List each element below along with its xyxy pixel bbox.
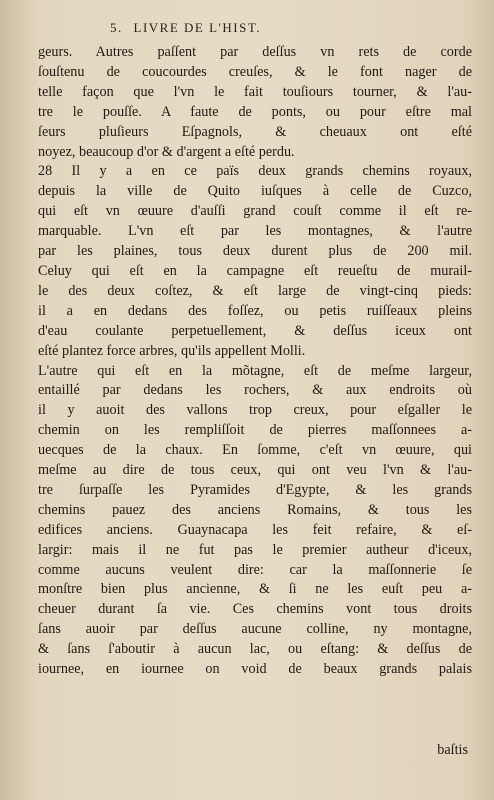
text-line: 28 Il y a en ce païs deux grands chemins royaux, — [38, 163, 472, 180]
text-line: chemins pauez des anciens Romains, & tous les — [38, 501, 472, 518]
page-number: 5. — [110, 20, 123, 35]
text-line: Celuy qui eſt en la campagne eſt reueſtu de murail- — [38, 262, 472, 279]
text-line: il a en dedans des foſſez, ou petis ruiſſeaux pleins — [38, 302, 472, 319]
text-line: comme aucuns veulent dire: car la maſſonnerie ſe — [38, 561, 472, 578]
running-header — [110, 20, 430, 36]
text-line: tre ſurpaſſe les Pyramides d'Egypte, & les grands — [38, 481, 472, 498]
text-line: qui eſt vn œuure d'auſſi grand couſt comme il eſt re- — [38, 203, 472, 220]
text-line: telle façon que l'vn le fait touſiours tourner, & l'au- — [38, 83, 472, 100]
catchword: baſtis — [437, 742, 468, 758]
text-line: noyez, beaucoup d'or & d'argent a eſté perdu. — [38, 143, 295, 160]
text-line: par les plaines, tous deux durent plus de 200 mil. — [38, 243, 472, 260]
text-line: depuis la ville de Quito iuſques à celle de Cuzco, — [38, 183, 472, 200]
text-line: largir: mais il ne fut pas le premier autheur d'iceux, — [38, 541, 472, 558]
text-line: meſme au dire de tous ceux, qui ont veu l'vn & l'au- — [38, 462, 472, 479]
text-line: il y auoit des vallons trop creux, pour eſgaller le — [38, 402, 472, 419]
text-line: ſeurs pluſieurs Eſpagnols, & cheuaux ont eſté — [38, 123, 472, 140]
text-line: cheuer durant ſa vie. Ces chemins vont tous droits — [38, 601, 472, 618]
text-line: chemin on les rempliſſoit de pierres maſſonnees a- — [38, 422, 472, 439]
text-line: le des deux coſtez, & eſt large de vingt-cinq pieds: — [38, 282, 472, 299]
text-line: marquable. L'vn eſt par les montagnes, & l'autre — [38, 223, 472, 240]
text-line: edifices anciens. Guaynacapa les feit refaire, & eſ- — [38, 521, 472, 538]
text-line: geurs. Autres paſſent par deſſus vn rets de corde — [38, 44, 472, 60]
text-line: eſté plantez force arbres, qu'ils appellent Molli. — [38, 342, 306, 359]
text-line: ſans auoir par deſſus aucune colline, ny montagne, — [38, 621, 472, 638]
text-line: ſouſtenu de coucourdes creuſes, & le font nager de — [38, 63, 472, 80]
text-line: d'eau coulante perpetuellement, & deſſus iceux ont — [38, 322, 472, 339]
text-body — [38, 43, 472, 680]
text-line: entaillé par dedans les rochers, & aux endroits où — [38, 382, 472, 399]
text-line: uecques de la chaux. En ſomme, c'eſt vn œuure, qui — [38, 442, 472, 459]
text-line: & ſans ſ'aboutir à aucun lac, ou eſtang: & deſſus de — [38, 641, 472, 658]
text-line: iournee, en iournee on void de beaux grands palais — [38, 661, 472, 678]
text-line: L'autre qui eſt en la mõtagne, eſt de meſme largeur, — [38, 362, 472, 379]
text-line: tre le pouſſe. A faute de ponts, ou pour eſtre mal — [38, 103, 472, 120]
running-title: LIVRE DE L'HIST. — [133, 20, 262, 35]
text-line: monſtre bien plus ancienne, & ſi ne les euſt peu a- — [38, 581, 472, 598]
